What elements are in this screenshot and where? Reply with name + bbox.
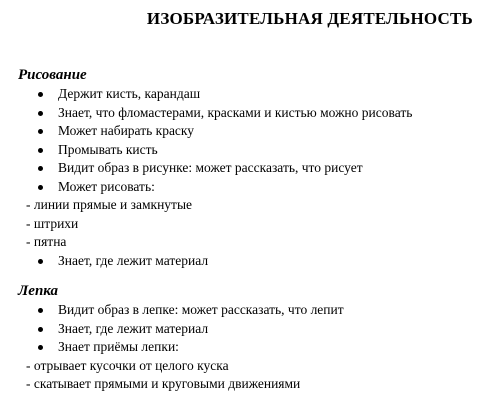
section-heading-modeling: Лепка (18, 283, 59, 299)
section-drawing (18, 66, 488, 270)
dash-list-item (18, 357, 488, 376)
section-items-modeling (18, 301, 488, 394)
list-item-text: Может набирать краску (58, 123, 195, 138)
bullet-icon (38, 308, 43, 313)
list-item-text: - линии прямые и замкнутые (26, 197, 193, 212)
bullet-list-item (18, 301, 488, 320)
dash-list-item (18, 233, 488, 252)
bullet-icon (38, 345, 43, 350)
list-item-text: Видит образ в лепке: может рассказать, что лепит (58, 302, 344, 317)
bullet-list-item (18, 141, 488, 160)
list-item-text: Промывать кисть (58, 141, 158, 157)
list-item-text: Держит кисть, карандаш (58, 86, 201, 101)
section-heading-drawing: Рисование (18, 67, 87, 83)
list-item-text: - отрывает кусочки от целого куска (26, 357, 229, 373)
section-modeling (18, 282, 488, 394)
list-item-text: Видит образ в рисунке: может рассказать, что рисует (58, 160, 363, 175)
bullet-icon (38, 148, 43, 153)
dash-list-item (18, 375, 488, 394)
list-item-text: Может рисовать: (58, 178, 155, 194)
bullet-icon (38, 129, 43, 134)
list-item-text: - скатывает прямыми и круговыми движениями (26, 376, 301, 391)
list-item-text: Знает, где лежит материал (58, 252, 209, 268)
list-item-text: Знает приёмы лепки: (58, 339, 179, 354)
bullet-icon (38, 327, 43, 332)
bullet-list-item (18, 159, 488, 178)
bullet-list-item (18, 178, 488, 197)
bullet-icon (38, 259, 43, 264)
bullet-list-item (18, 338, 488, 357)
list-item-text: Знает, где лежит материал (58, 320, 209, 336)
document-title: ИЗОБРАЗИТЕЛЬНАЯ ДЕЯТЕЛЬНОСТЬ (146, 9, 473, 28)
bullet-icon (38, 185, 43, 190)
bullet-icon (38, 166, 43, 171)
section-items-drawing (18, 85, 488, 270)
bullet-list-item (18, 85, 488, 104)
bullet-icon (38, 92, 43, 97)
list-item-text: - пятна (26, 234, 67, 249)
bullet-list-item (18, 252, 488, 271)
bullet-list-item (18, 104, 488, 123)
list-item-text: Знает, что фломастерами, красками и кистью можно рисовать (58, 104, 413, 120)
dash-list-item (18, 215, 488, 234)
bullet-list-item (18, 320, 488, 339)
dash-list-item (18, 196, 488, 215)
bullet-list-item (18, 122, 488, 141)
list-item-text: - штрихи (26, 215, 79, 231)
bullet-icon (38, 111, 43, 116)
